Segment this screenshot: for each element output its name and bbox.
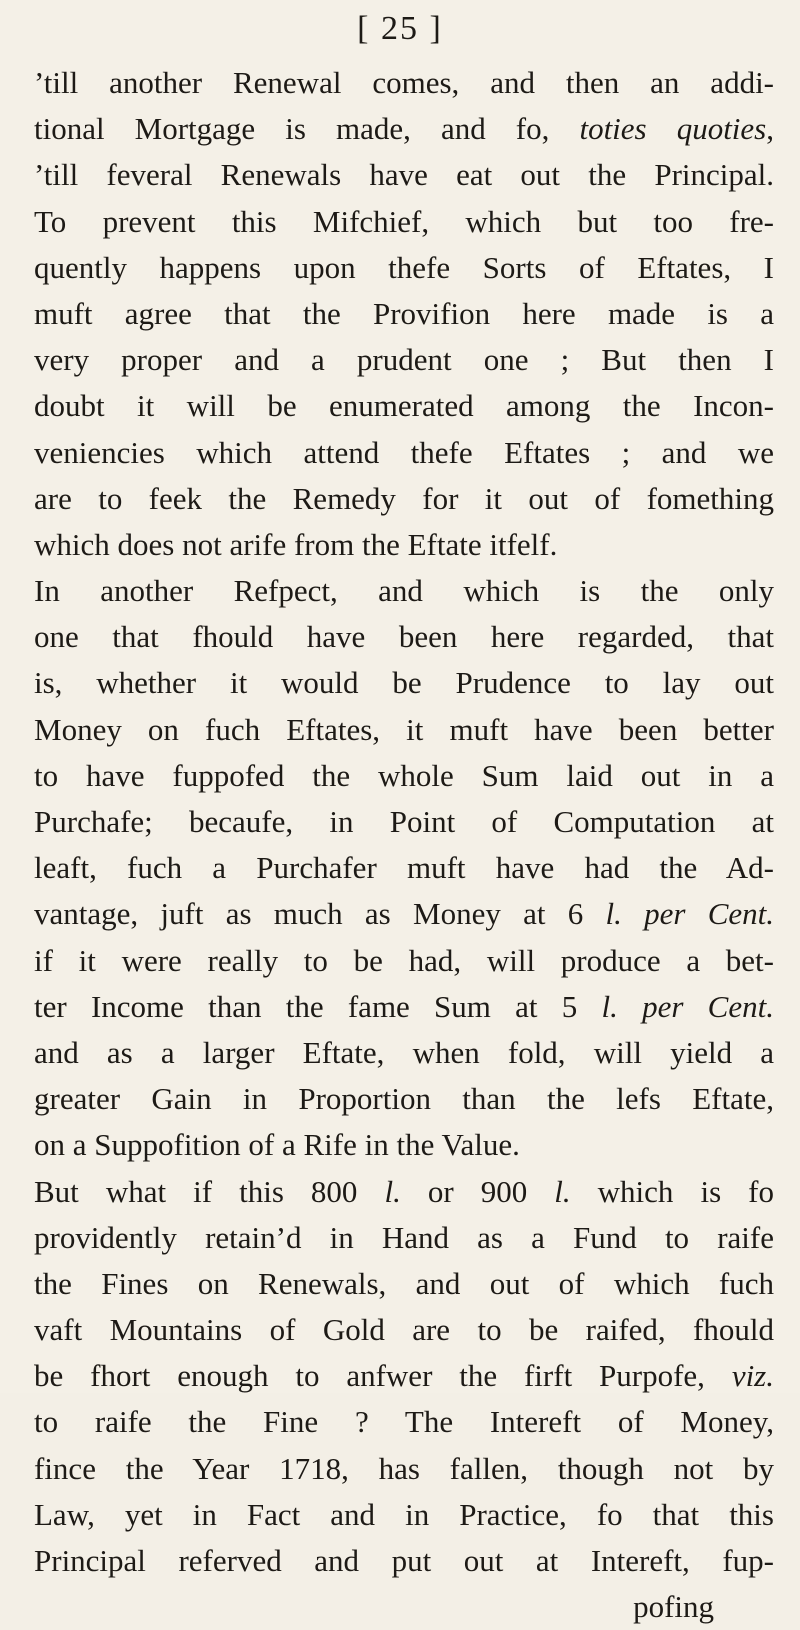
text-segment: Principal referved and put out at Intereft, fup- [34,1543,774,1578]
text-segment: which does not arife from the Eftate itfelf. [34,526,558,562]
text-segment: Purchafe; becaufe, in Point of Computation at [34,804,774,839]
text-segment: which is fo [570,1173,775,1209]
text-line [34,430,774,476]
text-line [34,199,774,245]
text-line [34,152,774,198]
text-line [34,60,774,106]
italic-text: l. per Cent. [605,896,774,932]
text-segment: doubt it will be enumerated among the Incon- [34,388,774,424]
text-line [34,1030,774,1076]
text-segment: quently happens upon thefe Sorts of Eftates, I [34,249,774,285]
text-segment: and as a larger Eftate, when fold, will yield a [34,1034,774,1070]
text-segment: to have fuppofed the whole Sum laid out in a [34,757,774,793]
text-segment: In another Refpect, and which is the only [34,573,774,609]
text-segment: be fhort enough to anfwer the firft Purpofe, [34,1358,732,1394]
italic-text: viz. [731,1358,774,1394]
text-segment: muft agree that the Provifion here made is a [34,295,774,331]
text-line [34,291,774,337]
text-line [34,1215,774,1261]
text-segment: is, whether it would be Prudence to lay out [34,665,774,701]
italic-text: toties quoties [579,111,767,147]
text-line [34,1169,774,1215]
text-segment: ter Income than the fame Sum at 5 [34,988,602,1024]
text-segment: very proper and a prudent one ; But then I [34,342,774,378]
text-line [34,1076,774,1122]
text-line [34,1446,774,1492]
text-line [34,660,774,706]
text-line [34,1261,774,1307]
text-segment: vantage, juft as much as Money at 6 [34,896,606,932]
text-line [34,476,774,522]
page-number: [ 25 ] [357,10,443,47]
text-segment: if it were really to be had, will produce a bet- [34,942,774,978]
text-line [34,1307,774,1353]
text-line [34,1399,774,1445]
italic-text: l. [384,1173,401,1209]
text-segment: ’till feveral Renewals have eat out the Principal. [34,157,774,193]
text-segment: fince the Year 1718, has fallen, though not by [34,1450,774,1486]
text-segment: ’till another Renewal comes, and then an addi- [34,65,774,100]
text-segment: are to feek the Remedy for it out of fomething [34,480,774,516]
text-segment: or 900 [400,1173,555,1209]
text-line [34,891,774,937]
text-segment: to raife the Fine ? The Intereft of Money, [34,1404,774,1440]
text-segment: veniencies which attend thefe Eftates ; and we [34,434,774,470]
text-segment: providently retain’d in Hand as a Fund to raife [34,1219,774,1255]
text-segment: pofing [633,1589,714,1625]
text-segment: To prevent this Mifchief, which but too fre- [34,203,774,239]
text-segment: Law, yet in Fact and in Practice, fo that this [34,1496,774,1532]
text-segment: tional Mortgage is made, and fo, [34,111,580,147]
text-segment: on a Suppofition of a Rife in the Value. [34,1127,520,1163]
text-segment: But what if this 800 [34,1173,385,1209]
text-line [34,1492,774,1538]
text-segment: the Fines on Renewals, and out of which fuch [34,1265,774,1301]
italic-text: l. per Cent. [601,988,774,1024]
body-text [34,60,774,1630]
text-line [34,799,774,845]
text-line [34,845,774,891]
text-line [34,707,774,753]
text-line [34,1538,774,1584]
text-line [34,614,774,660]
catchword [34,1584,774,1630]
text-line [34,522,774,568]
text-line [34,1122,774,1168]
text-line [34,106,774,152]
text-line [34,753,774,799]
text-segment: leaft, fuch a Purchafer muft have had the Ad- [34,850,774,886]
text-line [34,984,774,1030]
text-line [34,337,774,383]
text-segment: , [766,111,774,147]
text-segment: one that fhould have been here regarded, that [34,619,774,655]
text-line [34,568,774,614]
text-segment: greater Gain in Proportion than the lefs Eftate, [34,1081,774,1117]
italic-text: l. [554,1173,571,1209]
text-line [34,383,774,429]
text-segment: Money on fuch Eftates, it muft have been better [34,711,774,747]
text-line [34,938,774,984]
text-line [34,245,774,291]
text-segment: vaft Mountains of Gold are to be raifed, fhould [34,1312,774,1348]
